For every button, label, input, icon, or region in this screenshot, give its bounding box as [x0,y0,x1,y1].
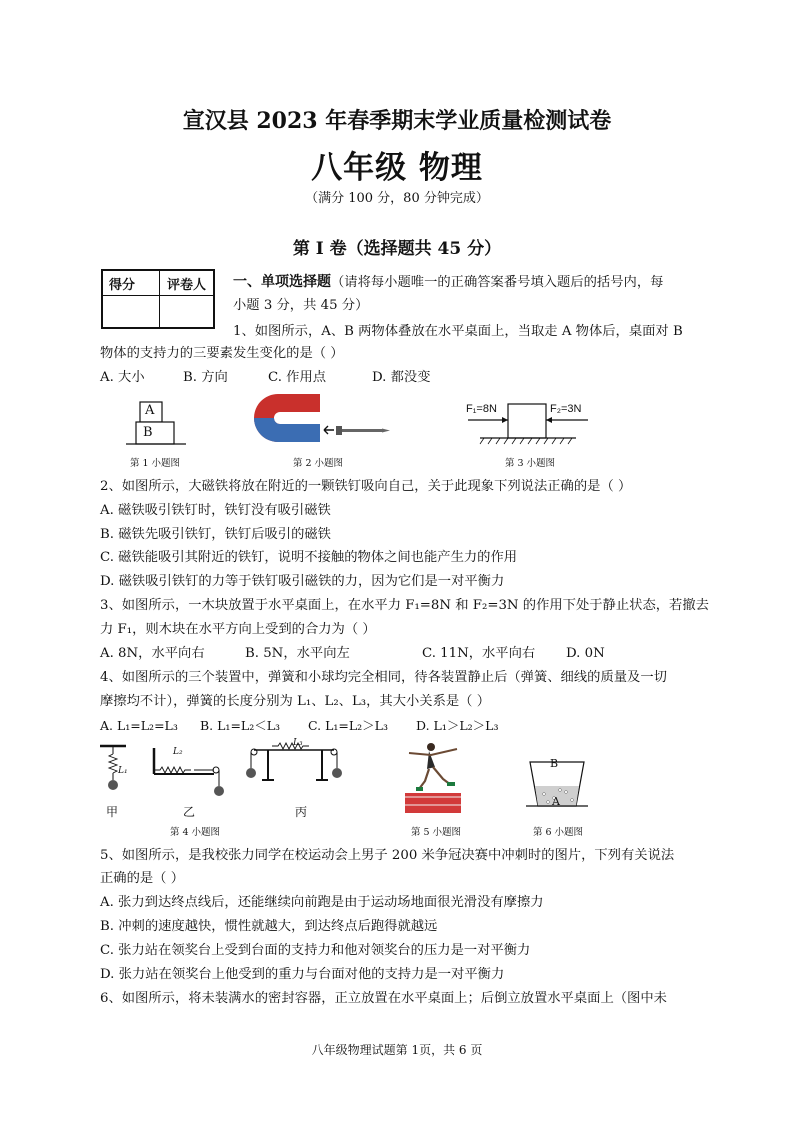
fig5-sprinter-photo [405,737,465,815]
fig1-caption: 第 1 小题图 [129,458,181,469]
q4-option-b: B. L₁=L₂＜L₃ [200,718,281,733]
q1-options [100,369,700,387]
part1-instr-b: 小题 3 分，共 45 分） [233,298,369,313]
section-heading: 第 I 卷（选择题共 45 分） [292,239,502,259]
q1-option-b: B. 方向 [183,370,228,385]
q4-option-d: D. L₁＞L₂＞L₃ [416,718,499,733]
q3-option-d: D. 0N [566,646,605,661]
q1-line2: 物体的支持力的三要素发生变化的是（ ） [100,346,344,361]
q5-option-c: C. 张力站在领奖台上受到台面的支持力和他对领奖台的压力是一对平衡力 [100,943,531,958]
q3-option-c: C. 11N，水平向右 [422,646,536,661]
fig3-f2-label: F₂=3N [550,403,582,415]
fig3-f1-label: F₁=8N [466,403,497,415]
fig4-yi-label: 乙 [183,805,196,819]
q3-line2: 力 F₁，则木块在水平方向上受到的合力为（ ） [100,622,376,637]
score-label: 得分 [109,278,136,293]
exam-note: （满分 100 分，80 分钟完成） [305,191,489,206]
q2-option-a: A. 磁铁吸引铁钉时，铁钉没有吸引磁铁 [100,503,331,518]
q4-option-c: C. L₁=L₂＞L₃ [308,718,388,733]
fig6-label-b: B [550,757,559,770]
q3-line1: 3、如图所示，一木块放置于水平桌面上，在水平力 F₁=8N 和 F₂=3N 的作用下处于静止状态，若撤去 [100,598,709,613]
fig4-spring-setups [96,740,356,806]
q1-option-a: A. 大小 [100,370,145,385]
fig4-bing-label: 丙 [295,805,308,819]
fig3-caption: 第 3 小题图 [504,458,556,469]
score-box [101,269,215,329]
fig4-l2-label: L₂ [173,747,183,757]
q3-options [100,645,700,663]
fig1-label-b: B [143,425,153,440]
q2-option-b: B. 磁铁先吸引铁钉，铁钉后吸引的磁铁 [100,527,331,542]
fig1-label-a: A [145,403,155,418]
q4-options [100,717,700,735]
part1-heading: 一、单项选择题 [233,274,331,290]
part1-instr-a: （请将每小题唯一的正确答案番号填入题后的括号内，每 [331,275,664,290]
fig2-magnet-nail [250,390,395,452]
fig6-caption: 第 6 小题图 [532,827,584,838]
q4-option-a: A. L₁=L₂=L₃ [100,718,178,733]
q3-option-b: B. 5N，水平向左 [245,646,350,661]
q1-option-c: C. 作用点 [268,370,327,385]
page-footer: 八年级物理试题第 1页，共 6 页 [311,1043,483,1057]
q1-line1: 1、如图所示，A、B 两物体叠放在水平桌面上，当取走 A 物体后，桌面对 B [233,324,683,339]
fig6-label-a: A [552,795,560,808]
q4-line2: 摩擦均不计），弹簧的长度分别为 L₁、L₂、L₃，其大小关系是（ ） [100,694,491,709]
grader-label: 评卷人 [167,278,207,293]
score-box-divider [159,271,160,327]
q6-line1: 6、如图所示，将未装满水的密封容器，正立放置在水平桌面上；后倒立放置水平桌面上（图中未 [100,991,667,1006]
fig4-jia-label: 甲 [106,805,119,819]
part1-instructions [233,273,703,292]
fig1-stacked-blocks [120,396,200,452]
fig5-caption: 第 5 小题图 [410,827,462,838]
exam-subject: 八年级 物理 [311,150,483,186]
fig4-l1-label: L₁ [118,766,128,776]
q3-option-a: A. 8N，水平向右 [100,646,205,661]
fig2-caption: 第 2 小题图 [292,458,344,469]
exam-title: 宣汉县 2023 年春季期末学业质量检测试卷 [182,108,612,134]
q2-option-d: D. 磁铁吸引铁钉的力等于铁钉吸引磁铁的力，因为它们是一对平衡力 [100,574,505,589]
q5-option-a: A. 张力到达终点线后，还能继续向前跑是由于运动场地面很光滑没有摩擦力 [100,895,544,910]
q5-line1: 5、如图所示，是我校张力同学在校运动会上男子 200 米争冠决赛中冲刺时的图片，下列有关说法 [100,848,675,863]
q5-option-b: B. 冲刺的速度越快，惯性就越大，到达终点后跑得就越远 [100,919,438,934]
fig4-caption: 第 4 小题图 [169,827,221,838]
q5-option-d: D. 张力站在领奖台上他受到的重力与台面对他的支持力是一对平衡力 [100,967,505,982]
q2-option-c: C. 磁铁能吸引其附近的铁钉，说明不接触的物体之间也能产生力的作用 [100,550,518,565]
q2-stem: 2、如图所示，大磁铁将放在附近的一颗铁钉吸向自己，关于此现象下列说法正确的是（ ） [100,479,632,494]
q1-option-d: D. 都没变 [372,370,431,385]
fig4-l3-label: L₃ [293,738,303,748]
q5-line2: 正确的是（ ） [100,871,185,886]
q4-line1: 4、如图所示的三个装置中，弹簧和小球均完全相同，待各装置静止后（弹簧、细线的质量及一切 [100,670,667,685]
